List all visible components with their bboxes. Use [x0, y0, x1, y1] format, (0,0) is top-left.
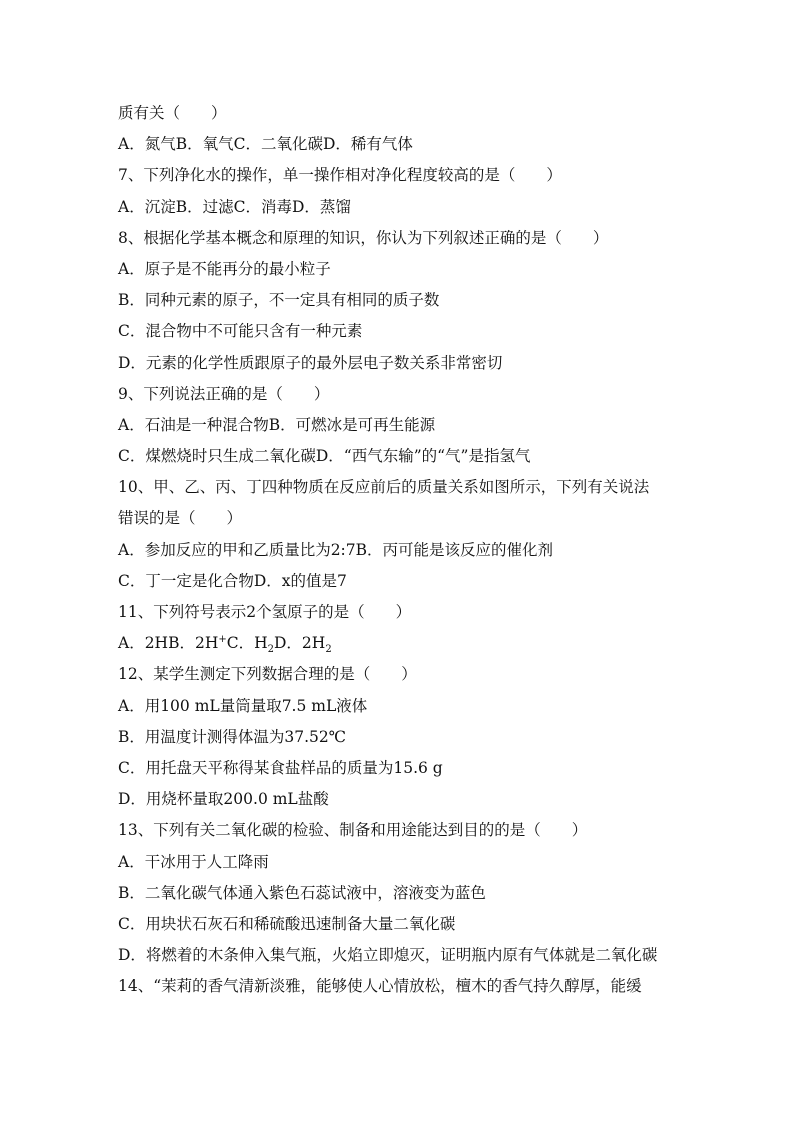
option-line: A．氮气B．氧气C．二氧化碳D．稀有气体	[118, 135, 413, 154]
option-line: C．用块状石灰石和稀硫酸迅速制备大量二氧化碳	[118, 914, 456, 933]
question-10-continued: 错误的是（ ）	[118, 509, 243, 528]
option-line: C．丁一定是化合物D．x的值是7	[118, 571, 347, 590]
option-line: A．原子是不能再分的最小粒子	[118, 259, 331, 278]
option-line: C．混合物中不可能只含有一种元素	[118, 322, 363, 341]
question-10: 10、甲、乙、丙、丁四种物质在反应前后的质量关系如图所示，下列有关说法	[118, 478, 650, 497]
question-8: 8、根据化学基本概念和原理的知识，你认为下列叙述正确的是（ ）	[118, 228, 609, 247]
document-content	[118, 98, 698, 1002]
option-line: B．用温度计测得体温为37.52℃	[118, 727, 347, 746]
q11-option-a-b: A．2HB．2H	[118, 634, 219, 653]
text-line: 质有关（ ）	[118, 104, 227, 122]
option-line: D．元素的化学性质跟原子的最外层电子数关系非常密切	[118, 353, 503, 372]
subscript-2: 2	[325, 644, 332, 656]
question-12: 12、某学生测定下列数据合理的是（ ）	[118, 665, 417, 684]
option-line: A．沉淀B．过滤C．消毒D．蒸馏	[118, 197, 351, 216]
option-line: C．煤燃烧时只生成二氧化碳D．“西气东输”的“气”是指氢气	[118, 447, 531, 466]
question-14: 14、“茉莉的香气清新淡雅，能够使人心情放松，檀木的香气持久醇厚，能缓	[118, 977, 642, 996]
option-line: B．二氧化碳气体通入紫色石蕊试液中，溶液变为蓝色	[118, 883, 486, 902]
question-13: 13、下列有关二氧化碳的检验、制备和用途能达到目的的是（ ）	[118, 821, 588, 840]
question-11: 11、下列符号表示2个氢原子的是（ ）	[118, 603, 412, 621]
option-line: D．用烧杯量取200.0 mL盐酸	[118, 790, 329, 809]
option-line: D．将燃着的木条伸入集气瓶，火焰立即熄灭，证明瓶内原有气体就是二氧化碳	[118, 946, 658, 965]
subscript-2: 2	[267, 644, 274, 656]
option-line: A．干冰用于人工降雨	[118, 852, 269, 871]
q11-option-c: C．H	[226, 634, 268, 653]
question-9: 9、下列说法正确的是（ ）	[118, 384, 330, 403]
option-line: A．参加反应的甲和乙质量比为2:7B．丙可能是该反应的催化剂	[118, 540, 554, 559]
superscript-plus: +	[218, 634, 227, 646]
option-line: A．石油是一种混合物B．可燃冰是可再生能源	[118, 415, 436, 434]
option-line-q11	[118, 628, 698, 659]
q11-option-d: D．2H	[274, 634, 326, 653]
question-7: 7、下列净化水的操作，单一操作相对净化程度较高的是（ ）	[118, 166, 562, 185]
option-line: B．同种元素的原子，不一定具有相同的质子数	[118, 291, 440, 310]
option-line: C．用托盘天平称得某食盐样品的质量为15.6 g	[118, 758, 443, 777]
option-line: A．用100 mL量筒量取7.5 mL液体	[118, 696, 368, 715]
